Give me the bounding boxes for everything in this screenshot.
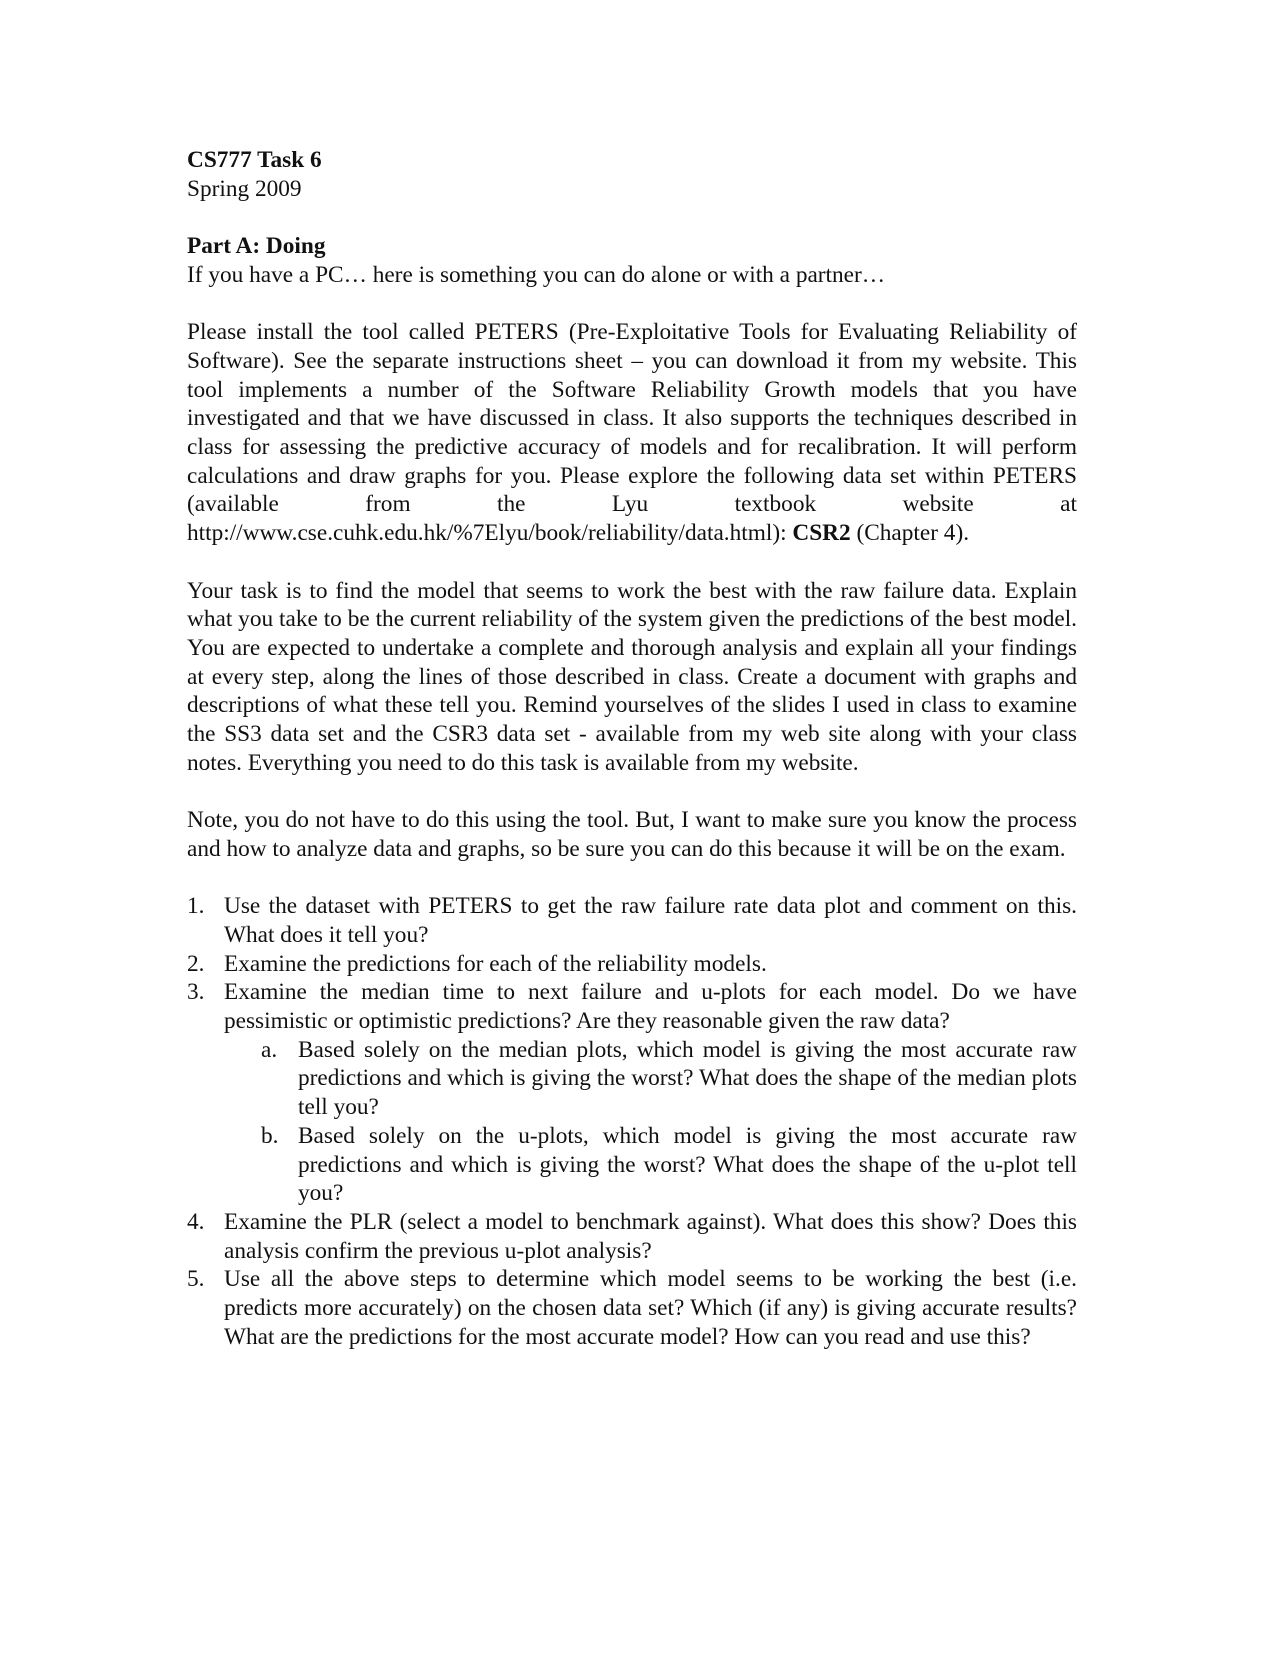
list-item-text: Use all the above steps to determine which model seems to be working the best (i.e. predicts more accurately) on the chosen data set? Which (if any) is giving accurate results? What are the predictions for the most accurate model? How can you read and use this?	[224, 1266, 1077, 1350]
sub-steps-list	[187, 1036, 1077, 1208]
dataset-name: CSR2	[792, 520, 851, 547]
sub-list-item-letter: b.	[261, 1122, 279, 1149]
sub-list-item	[187, 1036, 1077, 1122]
list-item-number: 5.	[187, 1266, 205, 1293]
sub-list-item-text: Based solely on the median plots, which model is giving the most accurate raw predictions and which is giving the worst? What does the shape of the median plots tell you?	[298, 1036, 1077, 1121]
sub-list-item-letter: a.	[261, 1036, 278, 1063]
sub-list-item-text: Based solely on the u-plots, which model is giving the most accurate raw predictions and which is giving the worst? What does the shape of the u-plot tell you?	[298, 1122, 1077, 1207]
document-page	[187, 146, 1077, 1351]
list-item	[187, 1208, 1077, 1265]
install-text: Please install the tool called PETERS (Pre-Exploitative Tools for Evaluating Reliability of Software). See the separate instructions sheet – you can download it from my website. This tool implements a number of the Software Reliability Growth models that you have investigated and that we have discussed in class. It also supports the techniques described in class for assessing the predictive accuracy of models and for recalibration. It will perform calculations and draw graphs for you. Please explore the following data set within PETERS (available from the Lyu textbook website at http://www.cse.cuhk.edu.hk/%7Elyu/book/reliability/data.html):	[187, 319, 1077, 547]
list-item-number: 1.	[187, 893, 205, 920]
part-a-heading: Part A: Doing	[187, 233, 326, 260]
note-paragraph: Note, you do not have to do this using the tool. But, I want to make sure you know the process and how to analyze data and graphs, so be sure you can do this because it will be on the exam.	[187, 807, 1077, 862]
document-term: Spring 2009	[187, 175, 302, 202]
spacer	[187, 290, 1077, 319]
list-item-number: 3.	[187, 979, 205, 1006]
dataset-suffix: (Chapter 4).	[850, 520, 970, 547]
list-item-text: Examine the predictions for each of the reliability models.	[224, 950, 767, 977]
list-item	[187, 950, 1077, 979]
list-item	[187, 978, 1077, 1035]
sub-list-item	[187, 1122, 1077, 1208]
part-a-intro: If you have a PC… here is something you can do alone or with a partner…	[187, 261, 886, 288]
list-item-number: 2.	[187, 950, 205, 977]
install-paragraph	[187, 318, 1077, 548]
list-item-text: Examine the PLR (select a model to benchmark against). What does this show? Does this analysis confirm the previous u-plot analysis?	[224, 1208, 1077, 1264]
list-item	[187, 1265, 1077, 1351]
task-paragraph: Your task is to find the model that seems to work the best with the raw failure data. Explain what you take to be the current reliability of the system given the predictions of the best model. You are expected to undertake a complete and thorough analysis and explain all your findings at every step, along the lines of those described in class. Create a document with graphs and descriptions of what these tell you. Remind yourselves of the slides I used in class to examine the SS3 data set and the CSR3 data set - available from my web site along with your class notes. Everything you need to do this task is available from my website.	[187, 577, 1077, 776]
document-title: CS777 Task 6	[187, 147, 322, 173]
list-item	[187, 892, 1077, 949]
spacer	[187, 203, 1077, 232]
list-item-text: Examine the median time to next failure and u-plots for each model. Do we have pessimistic or optimistic predictions? Are they reasonable given the raw data?	[224, 979, 1077, 1035]
list-item-number: 4.	[187, 1208, 205, 1235]
spacer	[187, 777, 1077, 806]
spacer	[187, 864, 1077, 893]
steps-list	[187, 892, 1077, 1036]
list-item-text: Use the dataset with PETERS to get the raw failure rate data plot and comment on this. What does it tell you?	[224, 893, 1077, 948]
steps-list-continued	[187, 1208, 1077, 1352]
spacer	[187, 548, 1077, 577]
